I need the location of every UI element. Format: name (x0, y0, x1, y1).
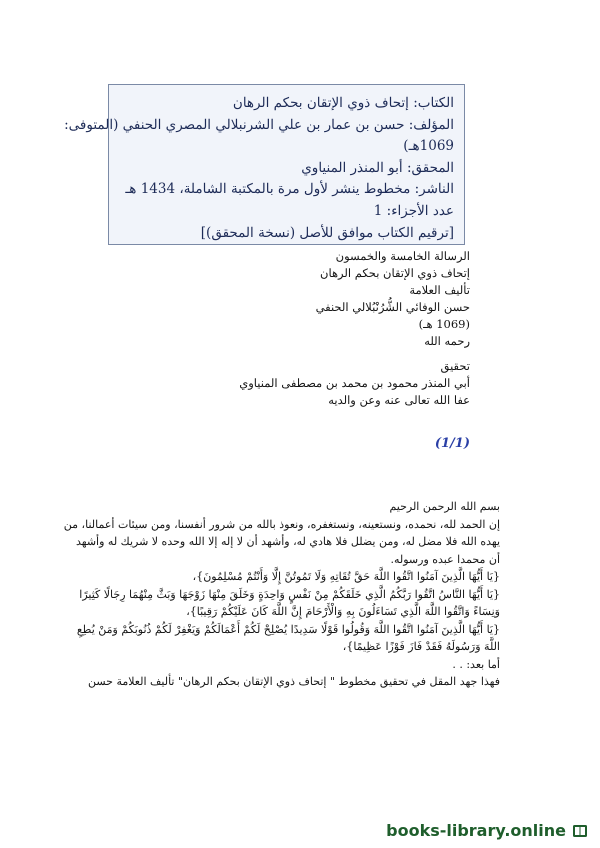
author-full-name: حسن الوفائي الشُّرُنْبُلالي الحنفي (315, 300, 470, 314)
author-death-line (115, 136, 454, 158)
editor-label: المحقق: (406, 159, 454, 176)
author-label: المؤلف: (408, 116, 454, 133)
amma-baad: أما بعد: . . (452, 657, 500, 671)
quran-verse-2a: {يَا أَيُّهَا النَّاسُ اتَّقُوا رَبَّكُمُ الَّذِي خَلَقَكُمْ مِنْ نَفْسٍ وَاحِدَةٍ وَخَلَقَ مِنْهَا زَوْجَهَا وَبَثَّ مِنْهُمَا رِجَالًا كَثِيرًا (79, 587, 500, 601)
authored-by-label: تأليف العلامة (409, 283, 470, 297)
quran-verse-1: {يَا أَيُّهَا الَّذِينَ آمَنُوا اتَّقُوا اللَّهَ حَقَّ تُقَاتِهِ وَلَا تَمُوتُنَّ إِلَّا وَأَنْتُمْ مُسْلِمُونَ}، (192, 570, 500, 583)
author-name: حسن بن عمار بن علي الشرنبلالي المصري الحنفي (المتوفى: (64, 116, 405, 133)
quran-verse-3a: {يَا أَيُّهَا الَّذِينَ آمَنُوا اتَّقُوا اللَّهَ وَقُولُوا قَوْلًا سَدِيدًا يُصْلِحْ لَكُمْ أَعْمَالَكُمْ وَيَغْفِرْ لَكُمْ ذُنُوبَكُمْ وَمَنْ يُطِعِ (76, 622, 500, 636)
book-title-line (115, 93, 454, 115)
edited-by-label: تحقيق (440, 359, 470, 373)
publisher-line (115, 179, 454, 201)
book-label: الكتاب: (413, 95, 454, 111)
author-death: 1069هـ) (403, 138, 454, 155)
sermon-line-3: أن محمدا عبده ورسوله. (390, 552, 500, 566)
parts-count: 1 (373, 202, 383, 219)
body-text (63, 498, 500, 691)
parts-line (115, 201, 454, 223)
editor-dua: عفا الله تعالى عنه وعن والديه (328, 393, 470, 407)
treatise-number: الرسالة الخامسة والخمسون (335, 249, 470, 263)
watermark-text: books-library.online (386, 821, 566, 840)
parts-label: عدد الأجزاء: (386, 202, 454, 219)
editor-full-name: أبي المنذر محمود بن محمد بن مصطفى المنياوي (239, 376, 470, 390)
book-icon (572, 823, 588, 839)
editor-name: أبو المنذر المنياوي (301, 159, 403, 176)
sermon-line-2: يهده الله فلا مضل له، ومن يضلل فلا هادي له، وأشهد أن لا إله إلا الله وحده لا شريك له وأشهد (76, 535, 500, 548)
sermon-line-1: إن الحمد لله، نحمده، ونستعينه، ونستغفره، ونعوذ بالله من شرور أنفسنا، ومن سيئات أعمالنا، من (63, 517, 500, 531)
title-page-block (140, 248, 470, 409)
quran-verse-2b: وَنِسَاءً وَاتَّقُوا اللَّهَ الَّذِي تَسَاءَلُونَ بِهِ وَالْأَرْحَامَ إِنَّ اللَّهَ كَانَ عَلَيْكُمْ رَقِيبًا}، (186, 605, 500, 618)
publisher-name: مخطوط ينشر لأول مرة بالمكتبة الشاملة، 1434 هـ (125, 181, 411, 198)
book-info-box (64, 84, 465, 245)
book-title: إتحاف ذوي الإتقان بحكم الرهان (232, 95, 409, 111)
treatise-title: إتحاف ذوي الإتقان بحكم الرهان (320, 266, 470, 280)
quran-verse-3b: اللَّهَ وَرَسُولَهُ فَقَدْ فَازَ فَوْزًا عَظِيمًا}، (342, 640, 500, 653)
author-death-year: (1069 هـ) (418, 317, 470, 331)
publisher-label: الناشر: (414, 181, 454, 198)
editor-line (115, 158, 454, 180)
author-line (64, 115, 454, 137)
numbering-note: [ترقيم الكتاب موافق للأصل (نسخة المحقق)] (200, 224, 454, 241)
basmala: بسم الله الرحمن الرحيم (389, 500, 500, 513)
site-watermark (386, 821, 588, 840)
intro-line: فهذا جهد المقل في تحقيق مخطوط " إتحاف ذوي الإتقان بحكم الرهان" تأليف العلامة حسن (87, 675, 500, 688)
rahimahullah: رحمه الله (424, 334, 470, 348)
page-marker: (1/1) (434, 436, 470, 451)
